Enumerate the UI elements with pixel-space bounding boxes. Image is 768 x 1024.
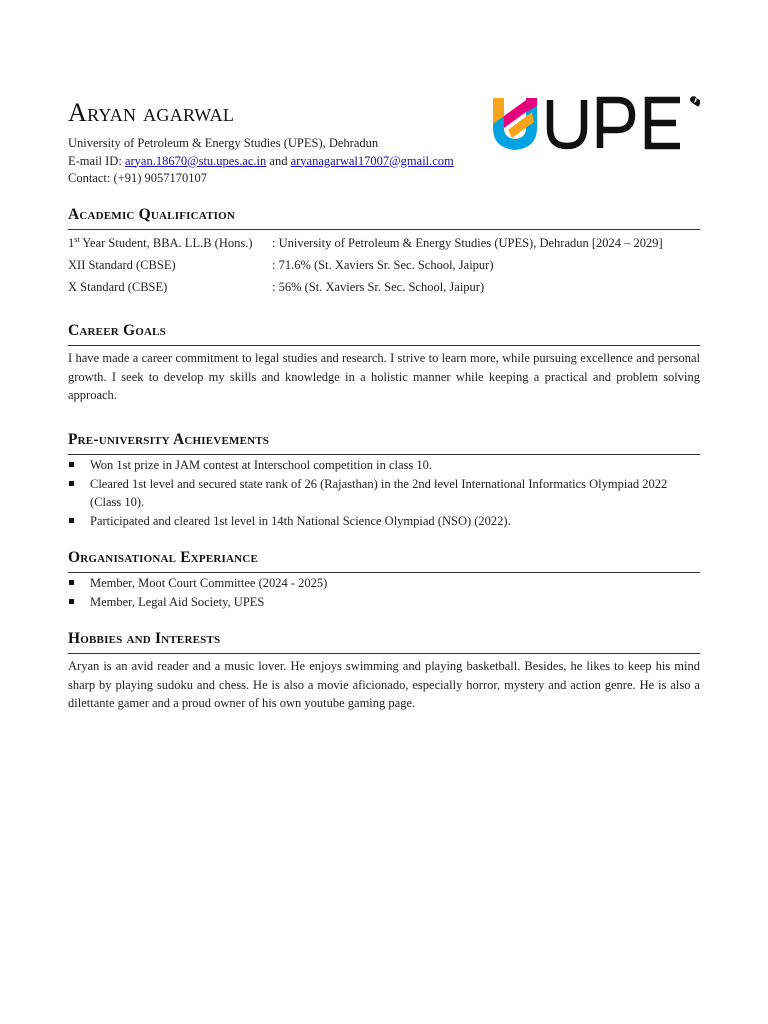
shield-icon <box>493 98 537 150</box>
section-title-hobbies: Hobbies and Interests <box>68 630 221 647</box>
candidate-name: Aryan agarwal <box>68 98 235 127</box>
bullet-icon <box>69 481 74 486</box>
list-item: Member, Moot Court Committee (2024 - 2025) <box>68 574 700 593</box>
email-and: and <box>269 153 288 168</box>
phone-line <box>68 170 454 188</box>
bullet-icon <box>69 518 74 523</box>
bullet-icon <box>69 462 74 467</box>
section-title-achievements: Pre-university Achievements <box>68 431 270 448</box>
contact-number: (+91) 9057170107 <box>113 171 207 185</box>
list-item: Won 1st prize in JAM contest at Interschool competition in class 10. <box>68 456 700 475</box>
email-link-primary[interactable]: aryan.18670@stu.upes.ac.in <box>124 153 267 168</box>
email-label: E-mail ID: <box>68 153 122 168</box>
upes-logo <box>490 92 700 154</box>
section-divider <box>68 454 700 455</box>
contact-block <box>68 135 454 188</box>
career-goals-text: I have made a career commitment to legal studies and research. I strive to learn more, while pursuing excellence and personal growth. I seek to develop my skills and knowledge in a holistic manner while keeping a practical and problem solving approach. <box>68 351 700 402</box>
qualification-level: X Standard (CBSE) <box>68 280 168 294</box>
university-line: University of Petroleum & Energy Studies (UPES), Dehradun <box>68 136 379 150</box>
bullet-icon <box>69 599 74 604</box>
section-divider <box>68 229 700 230</box>
qualification-row <box>68 254 700 276</box>
section-title-experience: Organisational Experiance <box>68 549 258 566</box>
logo-wordmark <box>550 100 700 149</box>
list-item: Participated and cleared 1st level in 14th National Science Olympiad (NSO) (2022). <box>68 512 700 531</box>
qualification-detail: : University of Petroleum & Energy Studies (UPES), Dehradun [2024 – 2029] <box>272 236 663 250</box>
section-title-academic: Academic Qualification <box>68 206 235 223</box>
qualification-row <box>68 276 700 298</box>
qualification-table <box>68 232 700 298</box>
section-divider <box>68 345 700 346</box>
section-experience <box>68 548 700 611</box>
list-item: Cleared 1st level and secured state rank of 26 (Rajasthan) in the 2nd level International Informatics Olympiad 2022 (Class 10). <box>68 475 700 512</box>
hobbies-text: Aryan is an avid reader and a music lover. He enjoys swimming and playing basketball. Besides, he likes to keep his mind sharp by playing sudoku and chess. He is also a movie aficionado, especially horror, mystery and action genre. He is also a dilettante gamer and a proud owner of his own youtube gaming page. <box>68 659 700 710</box>
section-achievements <box>68 430 700 530</box>
qualification-detail: : 71.6% (St. Xaviers Sr. Sec. School, Jaipur) <box>272 258 494 272</box>
achievements-list <box>68 456 700 530</box>
qualification-level: 1st Year Student, BBA. LL.B (Hons.) <box>68 234 253 250</box>
section-academic <box>68 205 700 298</box>
contact-label: Contact: <box>68 171 111 185</box>
qualification-level: XII Standard (CBSE) <box>68 258 176 272</box>
section-divider <box>68 572 700 573</box>
experience-list <box>68 574 700 611</box>
email-link-secondary[interactable]: aryanagarwal17007@gmail.com <box>290 153 454 168</box>
email-line <box>68 153 454 171</box>
qualification-detail: : 56% (St. Xaviers Sr. Sec. School, Jaipur) <box>272 280 485 294</box>
qualification-row <box>68 232 700 254</box>
section-title-career: Career Goals <box>68 322 166 339</box>
section-divider <box>68 653 700 654</box>
section-hobbies <box>68 629 700 713</box>
bullet-icon <box>69 580 74 585</box>
section-career <box>68 321 700 405</box>
list-item: Member, Legal Aid Society, UPES <box>68 593 700 612</box>
